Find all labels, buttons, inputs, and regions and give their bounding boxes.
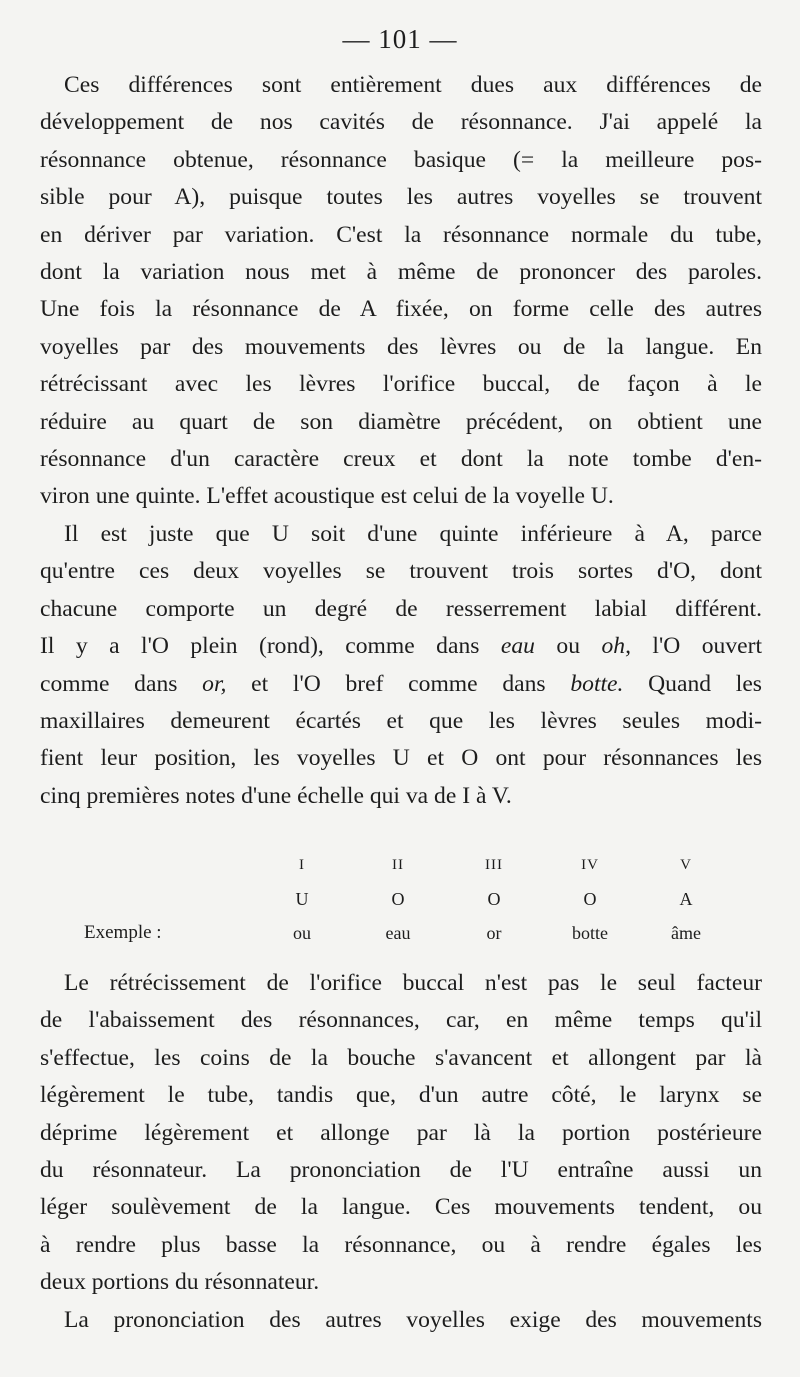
text-line: en dériver par variation. C'est la résonnance normale du tube, — [40, 221, 762, 248]
text-line: dont la variation nous met à même de prononcer des paroles. — [40, 259, 762, 286]
table-row — [70, 848, 734, 882]
table-cell — [70, 848, 254, 882]
text-line: du résonnateur. La prononciation de l'U entraîne aussi un — [40, 1157, 762, 1184]
table-cell: I — [299, 856, 305, 873]
table-cell: IV — [581, 856, 599, 873]
table-cell: III — [485, 856, 503, 873]
text-line: réduire au quart de son diamètre précédent, on obtient une — [40, 408, 762, 435]
text-run: comme dans — [40, 670, 203, 697]
text-line: à rendre plus basse la résonnance, ou à rendre égales les — [40, 1231, 762, 1258]
text-line: cinq premières notes d'une échelle qui va de I à V. — [40, 782, 512, 809]
text-line: voyelles par des mouvements des lèvres ou de la langue. En — [40, 333, 762, 360]
table-cell: ou — [293, 922, 311, 943]
table-cell: A — [679, 888, 693, 909]
italic-word: eau — [500, 633, 535, 660]
text-line: résonnance d'un caractère creux et dont la note tombe d'en- — [40, 446, 762, 473]
text-line: sible pour A), puisque toutes les autres voyelles se trouvent — [40, 184, 762, 211]
text-line: deux portions du résonnateur. — [40, 1269, 320, 1296]
table-cell: âme — [671, 922, 701, 943]
table-row — [70, 882, 734, 916]
table-cell: V — [680, 856, 692, 873]
text-run: Quand les — [623, 670, 762, 697]
text-line — [40, 666, 762, 703]
paragraph-3 — [40, 965, 762, 1302]
text-line: légèrement le tube, tandis que, d'un autre côté, le larynx se — [40, 1082, 762, 1109]
text-run: et l'O bref comme dans — [226, 670, 571, 697]
table-cell: or — [486, 922, 502, 943]
text-line: chacune comporte un degré de resserrement labial différent. — [40, 595, 762, 622]
table-cell: U — [295, 888, 309, 909]
text-line — [40, 628, 762, 665]
text-line: maxillaires demeurent écartés et que les lèvres seules modi- — [40, 708, 762, 735]
text-line: Une fois la résonnance de A fixée, on forme celle des autres — [40, 296, 762, 323]
table-cell: II — [392, 856, 404, 873]
text-line: s'effectue, les coins de la bouche s'avancent et allongent par là — [40, 1044, 762, 1071]
table-cell — [70, 882, 254, 916]
text-line: déprime légèrement et allonge par là la portion postérieure — [40, 1119, 762, 1146]
text-line: rétrécissant avec les lèvres l'orifice buccal, de façon à le — [40, 371, 762, 398]
text-line: viron une quinte. L'effet acoustique est celui de la voyelle U. — [40, 483, 614, 510]
text-line: Ces différences sont entièrement dues aux différences de — [64, 72, 762, 98]
page-number: — 101 — — [342, 24, 458, 54]
text-line: qu'entre ces deux voyelles se trouvent trois sortes d'O, dont — [40, 558, 762, 585]
text-run: l'O ouvert — [630, 633, 762, 660]
text-line: léger soulèvement de la langue. Ces mouvements tendent, ou — [40, 1194, 762, 1221]
paragraph-2 — [40, 516, 762, 815]
table-cell: O — [391, 888, 405, 909]
table-cell: O — [583, 888, 597, 909]
paragraph-4 — [40, 1302, 762, 1339]
text-line: Il est juste que U soit d'une quinte inférieure à A, parce — [64, 521, 762, 547]
paragraph-1 — [40, 67, 762, 516]
table-cell: botte — [572, 922, 608, 943]
text-line: La prononciation des autres voyelles exige des mouvements — [64, 1307, 762, 1333]
text-run: ou — [534, 633, 602, 660]
table-cell: O — [487, 888, 501, 909]
text-line: fient leur position, les voyelles U et O ont pour résonnances les — [40, 745, 762, 772]
text-line: développement de nos cavités de résonnance. J'ai appelé la — [40, 109, 762, 136]
italic-word: oh, — [601, 633, 631, 660]
table-row — [70, 916, 734, 950]
text-line: Le rétrécissement de l'orifice buccal n'est pas le seul facteur — [64, 970, 762, 996]
text-line: résonnance obtenue, résonnance basique (= la meilleure pos- — [40, 146, 762, 173]
italic-word: botte. — [570, 670, 624, 697]
example-label: Exemple : — [84, 922, 162, 943]
italic-word: or, — [202, 670, 227, 697]
vowel-scale-table — [70, 848, 734, 950]
table-cell: eau — [385, 922, 411, 943]
text-run: Il y a l'O plein (rond), comme dans — [40, 633, 501, 660]
text-line: de l'abaissement des résonnances, car, en même temps qu'il — [40, 1007, 762, 1034]
